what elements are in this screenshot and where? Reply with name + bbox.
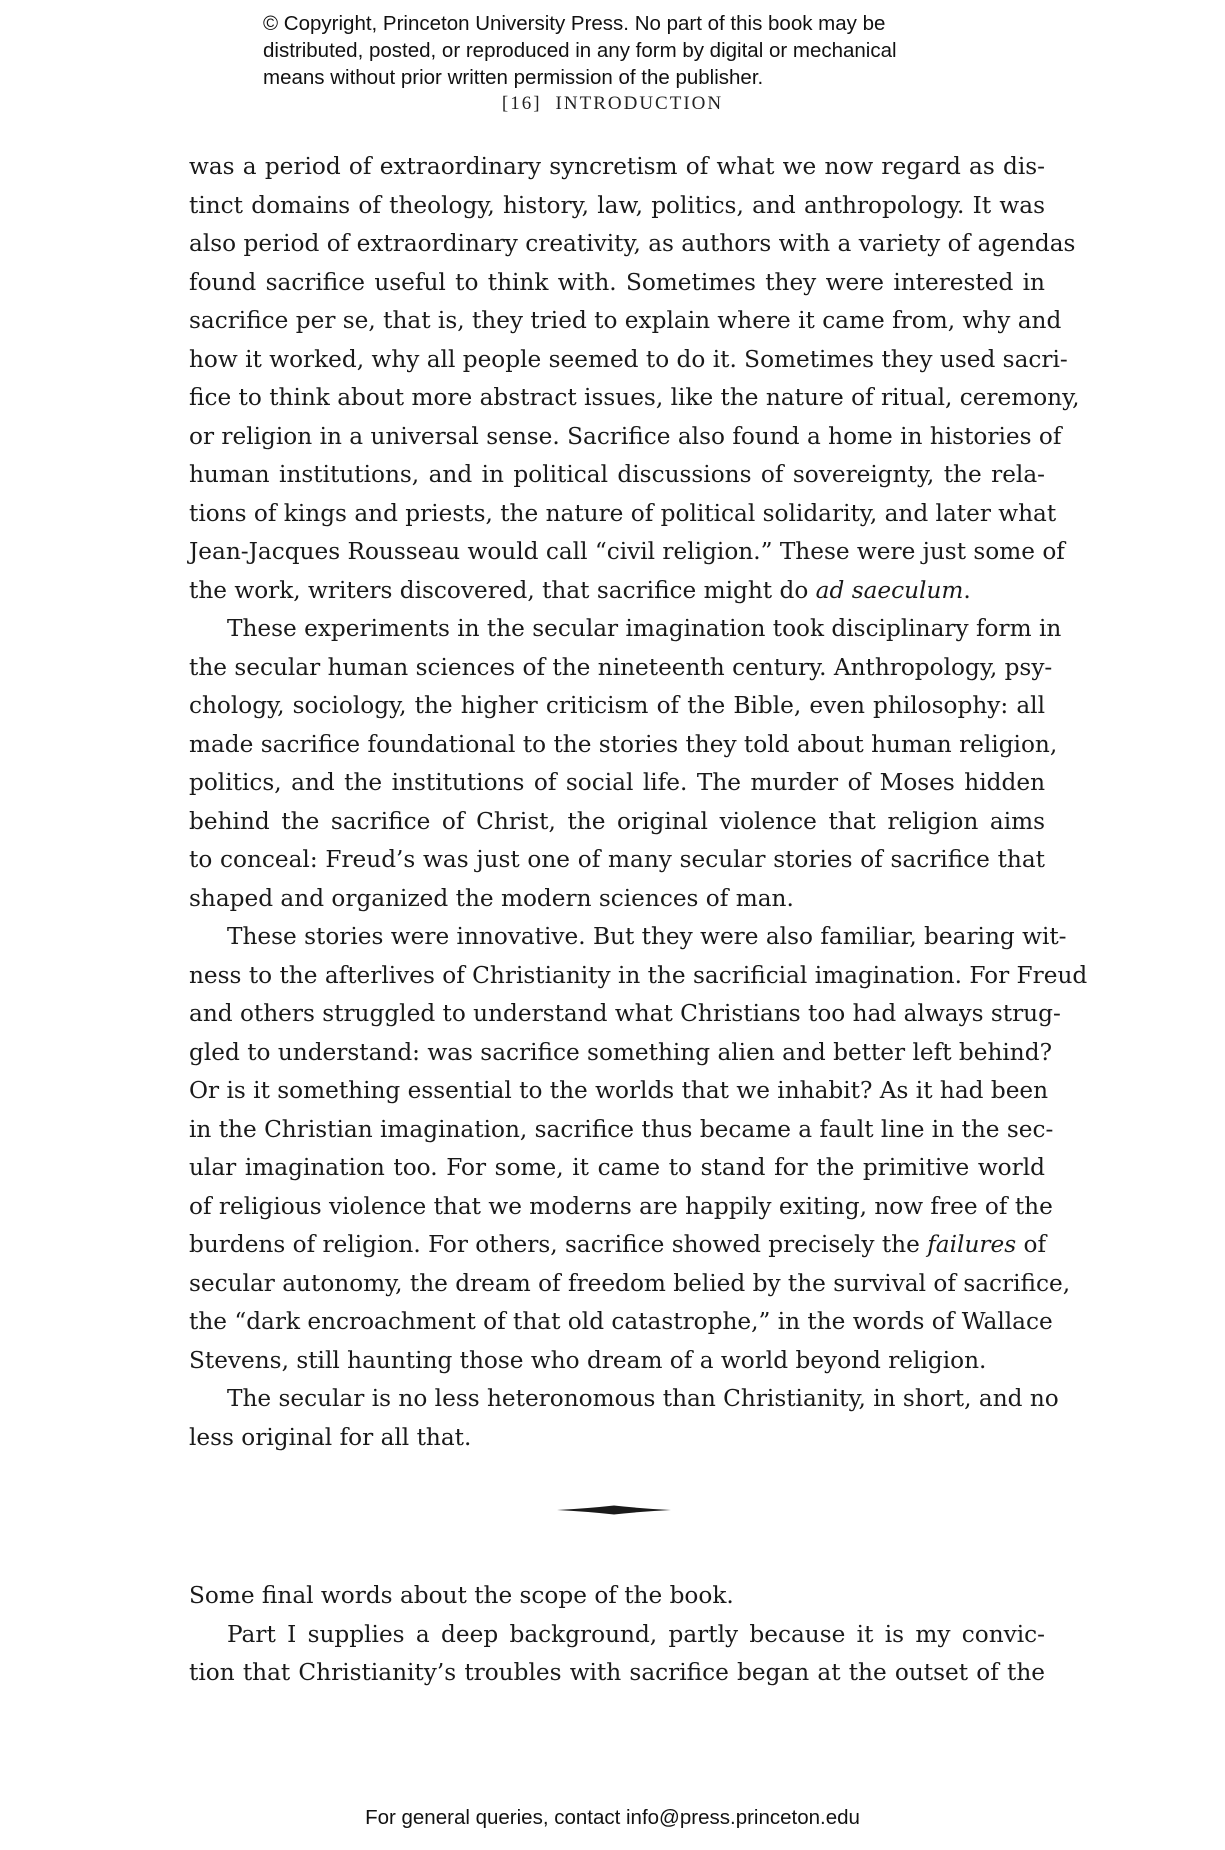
text-line: tions of kings and priests, the nature of political solidarity, and later what <box>189 499 1057 527</box>
text-line: tion that Christianity’s troubles with sacrifice began at the outset of the <box>189 1659 1045 1686</box>
text-line: to conceal: Freud’s was just one of many secular stories of sacrifice that <box>189 846 1045 873</box>
text-line: less original for all that. <box>189 1423 472 1451</box>
text-run: the work, writers discovered, that sacrifice might do <box>189 576 816 604</box>
paragraph <box>189 1616 1045 1693</box>
text-line: These stories were innovative. But they were also familiar, bearing wit- <box>227 923 1067 950</box>
copyright-notice <box>263 10 1023 91</box>
text-line: Some final words about the scope of the book. <box>189 1582 734 1609</box>
text-line: secular autonomy, the dream of freedom belied by the survival of sacrifice, <box>189 1269 1071 1297</box>
text-line: Stevens, still haunting those who dream of a world beyond religion. <box>189 1346 987 1374</box>
text-line: The secular is no less heteronomous than Christianity, in short, and no <box>227 1385 1059 1412</box>
section-break-ornament <box>557 1503 671 1517</box>
text-line: made sacrifice foundational to the stories they told about human religion, <box>189 730 1058 758</box>
text-line: fice to think about more abstract issues, like the nature of ritual, ceremony, <box>189 384 1080 411</box>
copyright-line: © Copyright, Princeton University Press. No part of this book may be <box>263 12 886 35</box>
paragraph <box>189 918 1088 1380</box>
paragraph <box>189 1380 1059 1457</box>
text-line: shaped and organized the modern sciences of man. <box>189 884 794 912</box>
text-run: of <box>1016 1231 1047 1258</box>
text-run: . <box>963 576 971 604</box>
text-line: sacrifice per se, that is, they tried to explain where it came from, why and <box>189 307 1062 334</box>
text-line: was a period of extraordinary syncretism of what we now regard as dis- <box>189 153 1045 180</box>
text-line: chology, sociology, the higher criticism of the Bible, even philosophy: all <box>189 692 1045 719</box>
body-text <box>189 148 1088 1457</box>
italic-word: failures <box>927 1231 1017 1258</box>
running-head-title: INTRODUCTION <box>555 93 724 114</box>
footer-contact: For general queries, contact info@press.princeton.edu <box>365 1806 860 1829</box>
text-line: and others struggled to understand what Christians too had always strug- <box>189 1000 1061 1027</box>
text-line: or religion in a universal sense. Sacrifice also found a home in histories of <box>189 422 1062 450</box>
text-line: Or is it something essential to the worlds that we inhabit? As it had been <box>189 1077 1049 1104</box>
paragraph <box>189 148 1080 610</box>
page-number: [16] <box>501 93 542 114</box>
text-line: These experiments in the secular imagination took disciplinary form in <box>227 615 1062 642</box>
copyright-line: means without prior written permission of the publisher. <box>263 66 764 89</box>
body-text-continued <box>189 1577 1045 1693</box>
text-line: human institutions, and in political discussions of sovereignty, the rela- <box>189 461 1045 488</box>
text-line: how it worked, why all people seemed to do it. Sometimes they used sacri- <box>189 345 1068 373</box>
text-line <box>189 572 1045 611</box>
text-line: of religious violence that we moderns are happily exiting, now free of the <box>189 1192 1053 1220</box>
text-line: in the Christian imagination, sacrifice thus became a fault line in the sec- <box>189 1115 1054 1143</box>
paragraph <box>189 610 1062 918</box>
italic-phrase: ad saeculum <box>815 576 964 604</box>
text-line: tinct domains of theology, history, law, politics, and anthropology. It was <box>189 191 1045 219</box>
text-line: gled to understand: was sacrifice something alien and better left behind? <box>189 1038 1053 1066</box>
text-line <box>189 1226 1045 1265</box>
text-line: behind the sacrifice of Christ, the original violence that religion aims <box>189 807 1045 835</box>
text-line: ness to the afterlives of Christianity in the sacrificial imagination. For Freud <box>189 961 1088 989</box>
text-line: the “dark encroachment of that old catastrophe,” in the words of Wallace <box>189 1308 1053 1335</box>
text-line: the secular human sciences of the nineteenth century. Anthropology, psy- <box>189 653 1053 681</box>
text-run: burdens of religion. For others, sacrifice showed precisely the <box>189 1231 928 1258</box>
text-line: Part I supplies a deep background, partly because it is my convic- <box>227 1620 1045 1648</box>
paragraph <box>189 1577 1045 1616</box>
text-line: found sacrifice useful to think with. Sometimes they were interested in <box>189 268 1045 296</box>
text-line: also period of extraordinary creativity, as authors with a variety of agendas <box>189 230 1076 257</box>
text-line: ular imagination too. For some, it came to stand for the primitive world <box>189 1154 1045 1181</box>
running-head <box>0 93 1225 115</box>
copyright-line: distributed, posted, or reproduced in any form by digital or mechanical <box>263 39 897 62</box>
text-line: politics, and the institutions of social life. The murder of Moses hidden <box>189 769 1045 796</box>
text-line: Jean-Jacques Rousseau would call “civil religion.” These were just some of <box>189 538 1065 565</box>
